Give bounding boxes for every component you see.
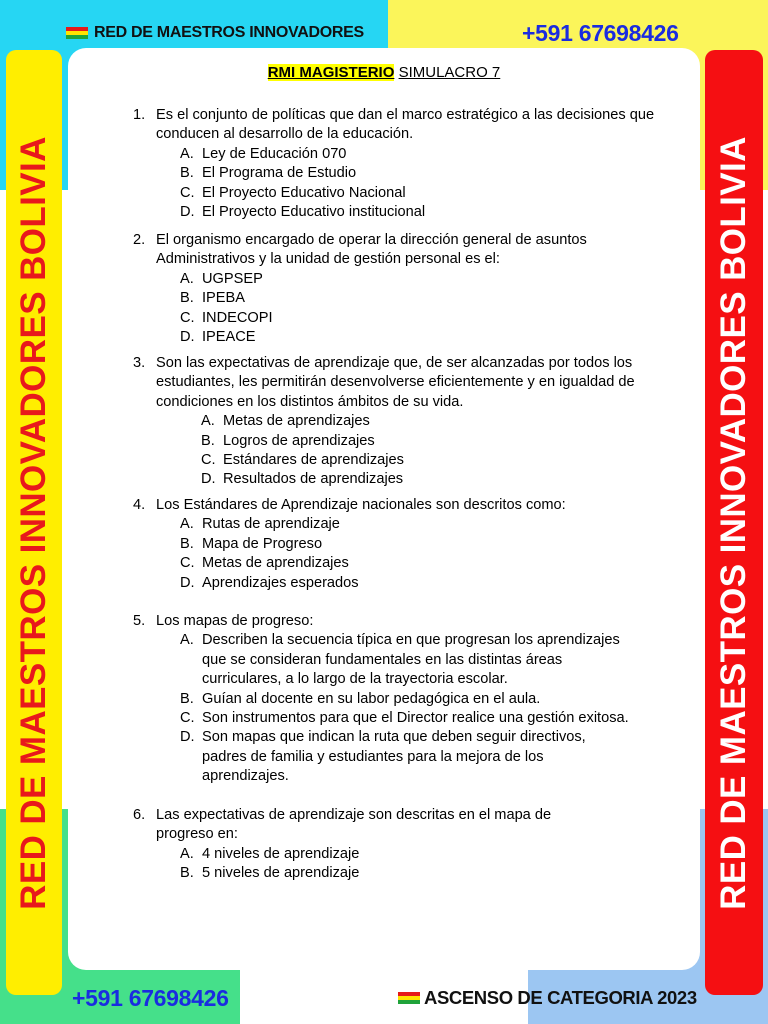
option-letter: C.: [180, 555, 195, 572]
option-text: El Proyecto Educativo Nacional: [202, 184, 406, 201]
option-text: INDECOPI: [202, 309, 273, 326]
option-letter: B.: [180, 165, 194, 182]
option-letter: A.: [201, 413, 215, 430]
option-letter: C.: [180, 184, 195, 201]
options-list: [201, 412, 656, 490]
footer-label: [398, 987, 697, 1009]
option-text: IPEBA: [202, 290, 245, 307]
option-text: UGPSEP: [202, 270, 263, 287]
option-letter: B.: [201, 432, 215, 449]
options-list: [180, 631, 635, 786]
option: [180, 309, 656, 328]
option-text: Metas de aprendizajes: [223, 413, 370, 430]
document-title: [0, 64, 768, 81]
bolivia-flag-icon: [66, 27, 88, 39]
option: [180, 184, 656, 203]
question-number: 6.: [133, 807, 146, 823]
option-letter: D.: [180, 729, 195, 746]
option-text: Guían al docente en su labor pedagógica en el aula.: [202, 690, 541, 707]
footer-label-text: ASCENSO DE CATEGORIA 2023: [424, 987, 697, 1008]
option-text: IPEACE: [202, 329, 256, 346]
option-letter: C.: [201, 452, 216, 469]
option-text: Son mapas que indican la ruta que deben seguir directivos, padres de familia y estudiantes para la mejora de los aprendizajes.: [202, 729, 586, 785]
question-5: [133, 612, 656, 787]
side-banner-left: [6, 50, 62, 995]
option: [180, 515, 656, 534]
option: [180, 554, 656, 573]
options-list: [180, 145, 656, 223]
option-letter: A.: [180, 270, 194, 287]
question-text: Los Estándares de Aprendizaje nacionales son descritos como:: [156, 497, 566, 513]
option: [180, 328, 656, 347]
option: [180, 864, 586, 883]
option-text: 5 niveles de aprendizaje: [202, 865, 360, 882]
side-banner-right: [705, 50, 763, 995]
option-text: Metas de aprendizajes: [202, 555, 349, 572]
option-text: Mapa de Progreso: [202, 535, 323, 552]
title-rest: SIMULACRO 7: [398, 64, 501, 81]
option-text: Son instrumentos para que el Director realice una gestión exitosa.: [202, 710, 629, 727]
option-text: Estándares de aprendizajes: [223, 452, 404, 469]
bolivia-flag-icon: [398, 992, 420, 1004]
options-list: [180, 515, 656, 593]
option-letter: A.: [180, 145, 194, 162]
question-text: El organismo encargado de operar la dirección general de asuntos Administrativos y la unidad de gestión personal es el:: [156, 232, 587, 268]
question-text: Los mapas de progreso:: [156, 613, 314, 629]
question-3: [133, 354, 656, 490]
option-text: 4 niveles de aprendizaje: [202, 845, 360, 862]
question-number: 1.: [133, 107, 146, 123]
option-letter: C.: [180, 710, 195, 727]
question-number: 3.: [133, 355, 146, 371]
option-text: El Proyecto Educativo institucional: [202, 204, 426, 221]
option-letter: D.: [201, 471, 216, 488]
option-text: El Programa de Estudio: [202, 165, 357, 182]
option-text: Rutas de aprendizaje: [202, 516, 340, 533]
side-banner-right-text: RED DE MAESTROS INNOVADORES BOLIVIA: [714, 135, 753, 910]
question-number: 5.: [133, 613, 146, 629]
title-highlight: RMI MAGISTERIO: [267, 64, 395, 81]
options-list: [180, 270, 656, 348]
option: [180, 574, 656, 593]
option-letter: A.: [180, 632, 194, 649]
option: [201, 412, 656, 431]
option: [180, 845, 586, 864]
question-text: Las expectativas de aprendizaje son descritas en el mapa de progreso en:: [156, 807, 552, 843]
option: [201, 470, 656, 489]
option-letter: B.: [180, 690, 194, 707]
option: [180, 728, 602, 786]
option-letter: C.: [180, 309, 195, 326]
brand-header: [66, 24, 364, 42]
option-letter: B.: [180, 535, 194, 552]
question-number: 2.: [133, 232, 146, 248]
option: [180, 270, 656, 289]
phone-number-top: +591 67698426: [522, 20, 679, 46]
option-letter: A.: [180, 845, 194, 862]
question-4: [133, 496, 656, 593]
question-number: 4.: [133, 497, 146, 513]
brand-name: RED DE MAESTROS INNOVADORES: [94, 24, 364, 41]
question-6: [133, 806, 586, 884]
option: [180, 690, 662, 709]
option-letter: B.: [180, 865, 194, 882]
option-letter: B.: [180, 290, 194, 307]
question-text: Es el conjunto de políticas que dan el marco estratégico a las decisiones que conducen al desarrollo de la educación.: [156, 107, 655, 143]
option-letter: D.: [180, 204, 195, 221]
option-text: Aprendizajes esperados: [202, 574, 359, 591]
option-text: Describen la secuencia típica en que progresan los aprendizajes que se consideran fundamentales en las distintas áreas curriculares, a lo largo de la trayectoria escolar.: [202, 632, 620, 688]
option: [180, 164, 656, 183]
option: [180, 709, 662, 728]
question-1: [133, 106, 656, 222]
option-letter: D.: [180, 574, 195, 591]
option: [180, 289, 656, 308]
question-2: [133, 231, 656, 347]
option: [180, 203, 656, 222]
option: [201, 451, 656, 470]
option: [180, 535, 656, 554]
option-text: Resultados de aprendizajes: [223, 471, 404, 488]
option-letter: D.: [180, 329, 195, 346]
option-text: Ley de Educación 070: [202, 145, 347, 162]
phone-number-bottom: +591 67698426: [72, 985, 229, 1011]
question-text: Son las expectativas de aprendizaje que, de ser alcanzadas por todos los estudiantes, les permitirán desenvolverse eficientemente y en igualdad de condiciones en los distintos ámbitos de su vida.: [156, 355, 635, 410]
option-letter: A.: [180, 516, 194, 533]
option: [180, 631, 640, 689]
option: [180, 145, 656, 164]
option: [201, 432, 656, 451]
side-banner-left-text: RED DE MAESTROS INNOVADORES BOLIVIA: [14, 135, 53, 910]
option-text: Logros de aprendizajes: [223, 432, 375, 449]
options-list: [180, 845, 586, 884]
